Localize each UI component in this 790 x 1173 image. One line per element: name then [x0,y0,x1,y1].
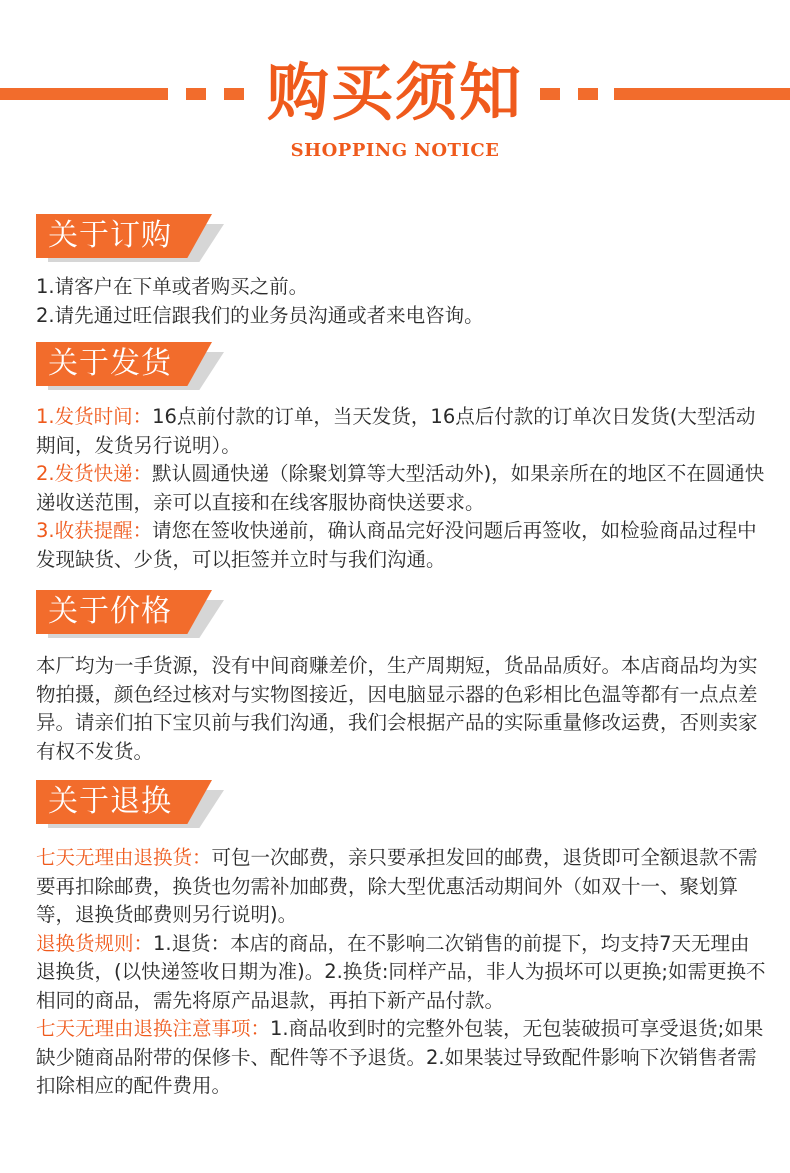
item-text: 请您在签收快递前，确认商品完好没问题后再签收，如检验商品过程中发现缺货、少货，可以拒签并立时与我们沟通。 [36,519,757,571]
ordering-content [36,273,766,330]
returns-content [36,844,766,1101]
page-title: 购买须知 [266,56,523,129]
ordering-line-1: 1.请客户在下单或者购买之前。 [36,275,309,298]
section-heading-price [36,590,236,640]
returns-item-3 [36,1015,766,1101]
returns-item-2 [36,930,766,1016]
item-label: 七天无理由退换注意事项： [36,1017,271,1040]
item-label: 3.收获提醒： [36,519,153,542]
item-label: 七天无理由退换货： [36,846,212,869]
section-heading-returns [36,780,236,830]
price-text: 本厂均为一手货源，没有中间商赚差价，生产周期短，货品品质好。本店商品均为实物拍摄，颜色经过核对与实物图接近，因电脑显示器的色彩相比色温等都有一点点差异。请亲们拍下宝贝前与我们沟通，我们会根据产品的实际重量修改运费，否则卖家有权不发货。 [36,654,758,763]
item-label: 退换货规则： [36,931,154,955]
item-text: 1.商品收到时的完整外包装，无包装破损可享受退货;如果缺少随商品附带的保修卡、配件等不予退货。2.如果装过导致配件影响下次销售者需扣除相应的配件费用。 [36,1017,764,1097]
section-heading-label: 关于发货 [48,346,172,381]
section-heading-label: 关于订购 [48,218,172,253]
title-row [0,48,790,138]
page-subtitle: SHOPPING NOTICE [290,140,500,161]
section-heading-label: 关于退换 [48,784,172,819]
section-heading-label: 关于价格 [48,594,172,629]
item-text: 16点前付款的订单，当天发货，16点后付款的订单次日发货(大型活动期间，发货另行说明）。 [36,405,756,457]
item-label: 2.发货快递： [36,462,153,485]
shipping-item-2 [36,460,766,517]
ordering-line-2: 2.请先通过旺信跟我们的业务员沟通或者来电咨询。 [36,303,484,327]
price-content [36,652,766,766]
shipping-content [36,403,766,574]
item-label: 1.发货时间： [36,405,153,428]
item-text: 默认圆通快递（除聚划算等大型活动外)，如果亲所在的地区不在圆通快递收送范围，亲可以直接和在线客服协商快送要求。 [36,462,765,514]
shipping-item-1 [36,403,766,460]
section-heading-shipping [36,342,236,392]
returns-item-1 [36,844,766,930]
item-text: 可包一次邮费，亲只要承担发回的邮费，退货即可全额退款不需要再扣除邮费，换货也勿需补加邮费，除大型优惠活动期间外（如双十一、聚划算等，退换货邮费则另行说明)。 [36,846,758,926]
shipping-item-3 [36,517,766,574]
item-text: 1.退货：本店的商品，在不影响二次销售的前提下，均支持7天无理由退换货，(以快递签收日期为准)。2.换货:同样产品，非人为损坏可以更换;如需更换不相同的商品，需先将原产品退款，再拍下新产品付款。 [36,931,766,1012]
section-heading-ordering [36,214,236,264]
